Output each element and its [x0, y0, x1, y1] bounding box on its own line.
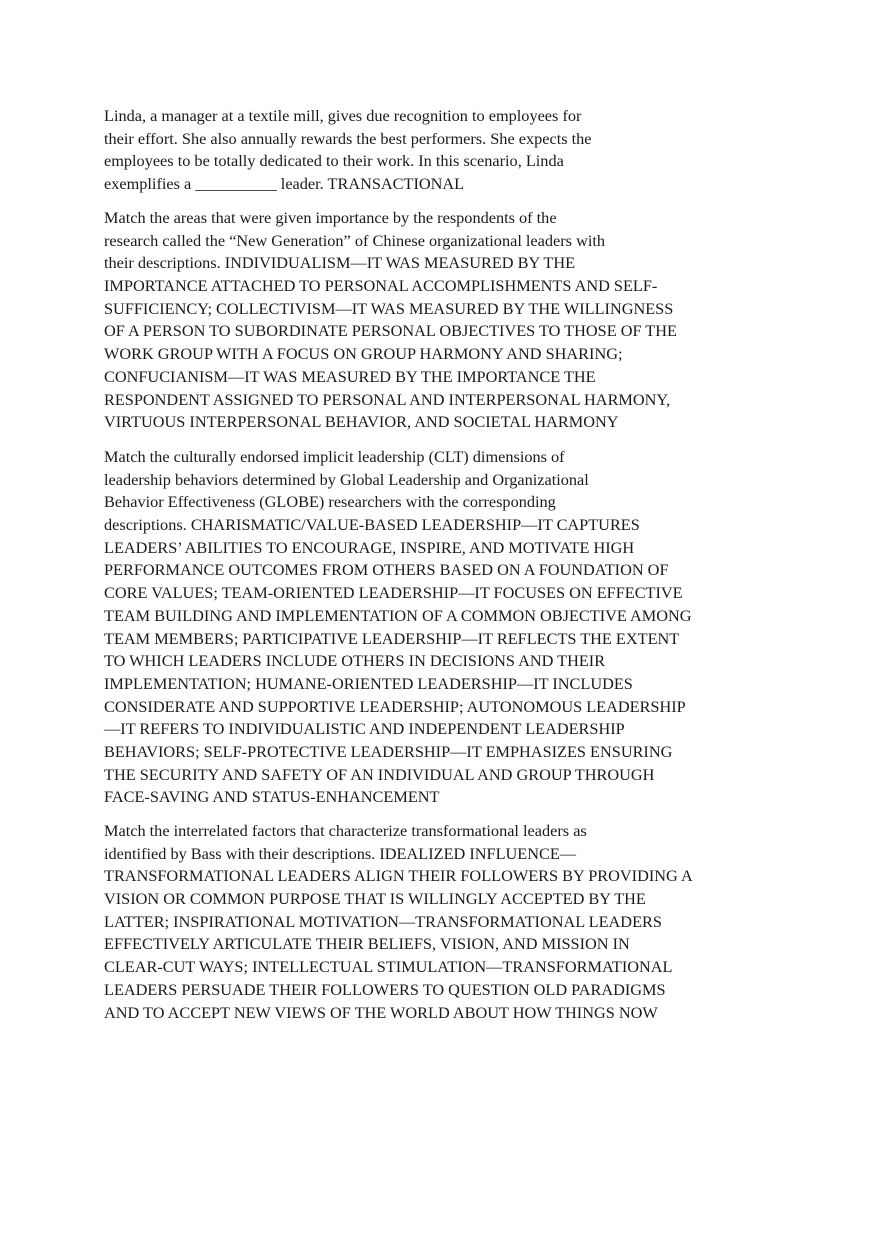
text-line: VISION OR COMMON PURPOSE THAT IS WILLINGLY ACCEPTED BY THE	[104, 889, 646, 909]
text-line: their effort. She also annually rewards the best performers. She expects the	[104, 128, 592, 148]
text-line: —IT REFERS TO INDIVIDUALISTIC AND INDEPENDENT LEADERSHIP	[104, 719, 625, 739]
text-line: CONSIDERATE AND SUPPORTIVE LEADERSHIP; AUTONOMOUS LEADERSHIP	[104, 696, 686, 716]
text-line: Match the interrelated factors that characterize transformational leaders as	[104, 821, 587, 840]
question-new-generation-leaders	[104, 207, 754, 434]
text-line: their descriptions. INDIVIDUALISM—IT WAS MEASURED BY THE	[104, 253, 576, 273]
text-line: TO WHICH LEADERS INCLUDE OTHERS IN DECISIONS AND THEIR	[104, 651, 606, 671]
text-line: descriptions. CHARISMATIC/VALUE-BASED LEADERSHIP—IT CAPTURES	[104, 515, 640, 535]
text-line: exemplifies a __________ leader. TRANSACTIONAL	[104, 174, 465, 194]
text-line: SUFFICIENCY; COLLECTIVISM—IT WAS MEASURED BY THE WILLINGNESS	[104, 298, 674, 318]
text-line: THE SECURITY AND SAFETY OF AN INDIVIDUAL AND GROUP THROUGH	[104, 764, 655, 784]
text-line: Match the culturally endorsed implicit leadership (CLT) dimensions of	[104, 447, 565, 466]
text-line: AND TO ACCEPT NEW VIEWS OF THE WORLD ABOUT HOW THINGS NOW	[104, 1002, 658, 1022]
text-line: employees to be totally dedicated to their work. In this scenario, Linda	[104, 151, 564, 171]
text-line: LEADERS’ ABILITIES TO ENCOURAGE, INSPIRE, AND MOTIVATE HIGH	[104, 537, 635, 557]
text-line: VIRTUOUS INTERPERSONAL BEHAVIOR, AND SOCIETAL HARMONY	[104, 412, 619, 432]
text-line: TEAM MEMBERS; PARTICIPATIVE LEADERSHIP—IT REFLECTS THE EXTENT	[104, 628, 680, 648]
text-line: FACE-SAVING AND STATUS-ENHANCEMENT	[104, 787, 440, 807]
text-line: CORE VALUES; TEAM-ORIENTED LEADERSHIP—IT FOCUSES ON EFFECTIVE	[104, 583, 683, 603]
text-line: PERFORMANCE OUTCOMES FROM OTHERS BASED ON A FOUNDATION OF	[104, 560, 669, 580]
question-bass-transformational-factors	[104, 820, 754, 1024]
text-line: research called the “New Generation” of Chinese organizational leaders with	[104, 230, 606, 250]
text-line: WORK GROUP WITH A FOCUS ON GROUP HARMONY AND SHARING;	[104, 344, 623, 364]
text-line: OF A PERSON TO SUBORDINATE PERSONAL OBJECTIVES TO THOSE OF THE	[104, 321, 677, 341]
text-line: EFFECTIVELY ARTICULATE THEIR BELIEFS, VISION, AND MISSION IN	[104, 934, 630, 954]
text-line: LEADERS PERSUADE THEIR FOLLOWERS TO QUESTION OLD PARADIGMS	[104, 979, 666, 999]
question-globe-clt-dimensions	[104, 446, 754, 809]
text-line: RESPONDENT ASSIGNED TO PERSONAL AND INTERPERSONAL HARMONY,	[104, 389, 671, 409]
text-line: identified by Bass with their descriptions. IDEALIZED INFLUENCE—	[104, 843, 577, 863]
text-line: CONFUCIANISM—IT WAS MEASURED BY THE IMPORTANCE THE	[104, 366, 596, 386]
text-line: Linda, a manager at a textile mill, gives due recognition to employees for	[104, 106, 582, 125]
text-line: LATTER; INSPIRATIONAL MOTIVATION—TRANSFORMATIONAL LEADERS	[104, 911, 662, 931]
text-line: IMPLEMENTATION; HUMANE-ORIENTED LEADERSHIP—IT INCLUDES	[104, 673, 633, 693]
text-line: CLEAR-CUT WAYS; INTELLECTUAL STIMULATION—TRANSFORMATIONAL	[104, 957, 673, 977]
text-line: IMPORTANCE ATTACHED TO PERSONAL ACCOMPLISHMENTS AND SELF-	[104, 276, 658, 296]
text-line: TEAM BUILDING AND IMPLEMENTATION OF A COMMON OBJECTIVE AMONG	[104, 605, 692, 625]
text-line: leadership behaviors determined by Global Leadership and Organizational	[104, 469, 589, 489]
text-line: BEHAVIORS; SELF-PROTECTIVE LEADERSHIP—IT EMPHASIZES ENSURING	[104, 741, 673, 761]
text-line: Behavior Effectiveness (GLOBE) researchers with the corresponding	[104, 492, 556, 512]
text-line: Match the areas that were given importance by the respondents of the	[104, 208, 557, 227]
question-transactional-leader	[104, 105, 754, 196]
text-line: TRANSFORMATIONAL LEADERS ALIGN THEIR FOLLOWERS BY PROVIDING A	[104, 866, 693, 886]
